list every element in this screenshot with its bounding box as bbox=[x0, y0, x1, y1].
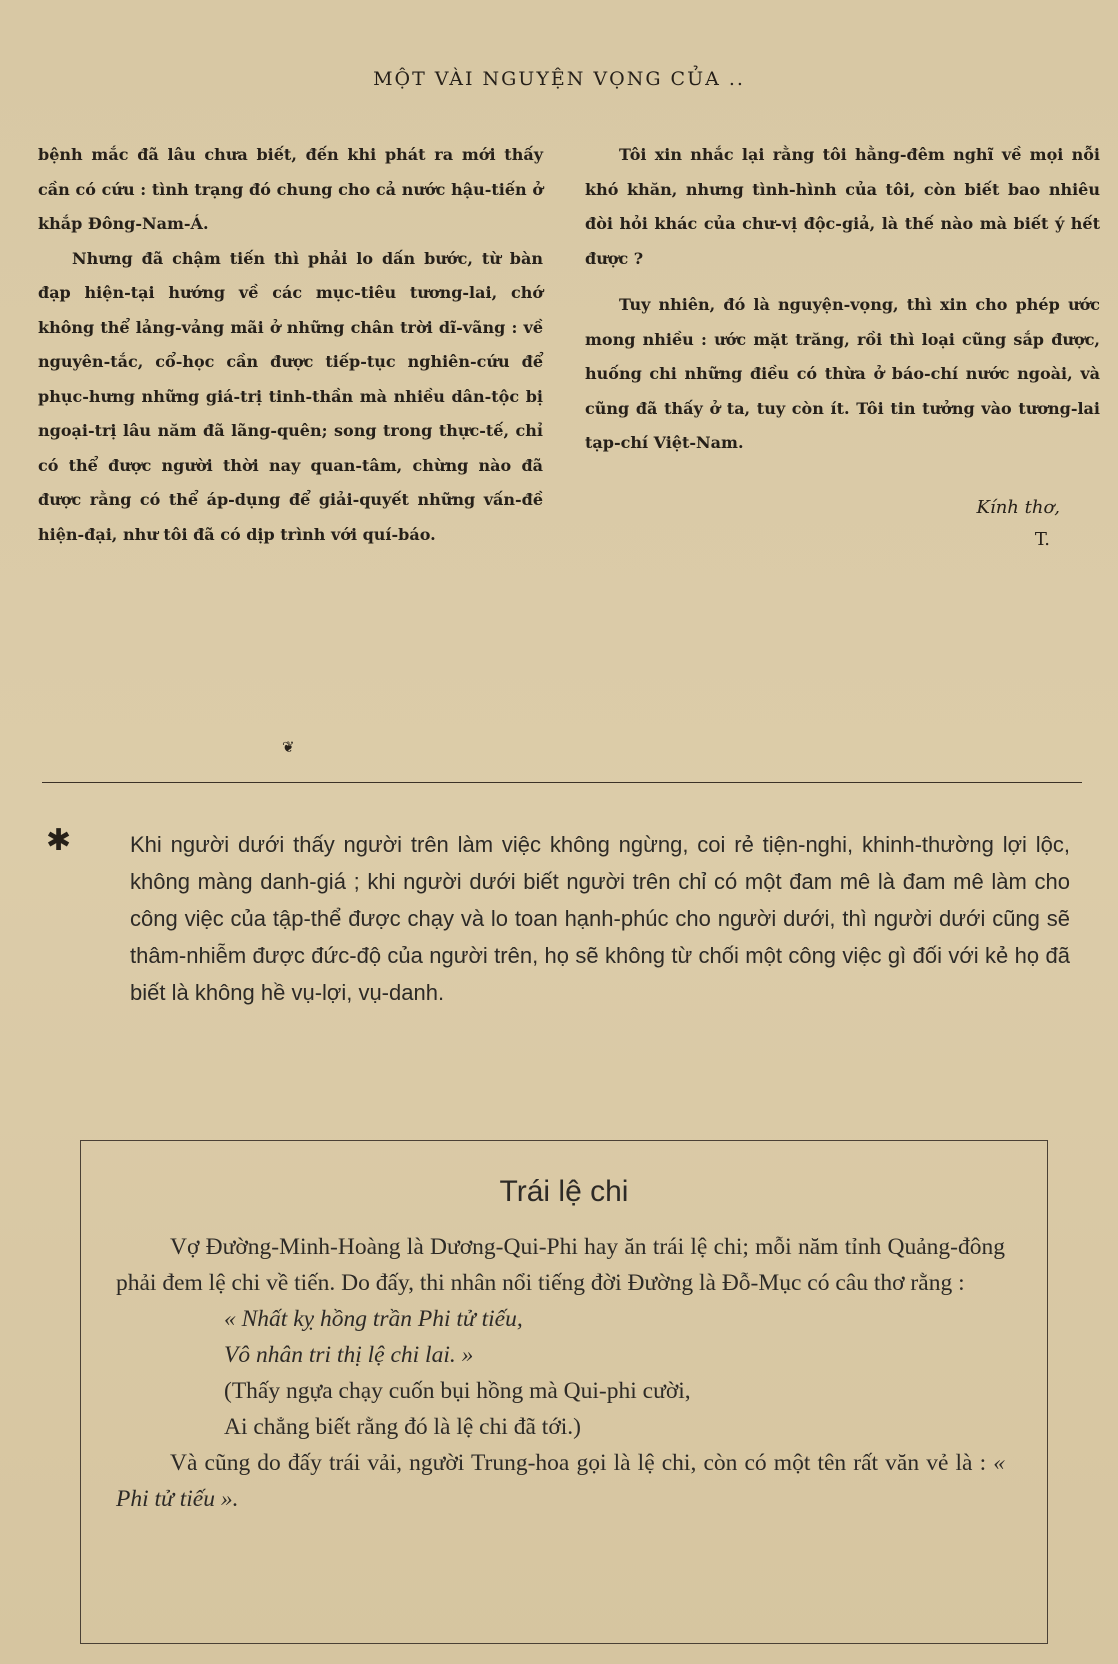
signature: T. bbox=[1034, 529, 1050, 550]
boxed-article bbox=[80, 1140, 1048, 1644]
closing-salutation: Kính thơ, bbox=[976, 496, 1060, 518]
star-icon: ✱ bbox=[46, 823, 72, 858]
verse-line-3: (Thấy ngựa chạy cuốn bụi hồng mà Qui-phi cười, bbox=[224, 1378, 691, 1404]
right-paragraph-1: Tôi xin nhắc lại rằng tôi hằng-đêm nghĩ về mọi nỗi khó khăn, nhưng tình-hình của tôi, còn biết bao nhiêu đòi hỏi khác của chư-vị độc-giả, là thế nào mà biết ý hết được ? bbox=[585, 145, 1100, 268]
left-paragraph-2: Nhưng đã chậm tiến thì phải lo dấn bước, từ bàn đạp hiện-tại hướng về các mục-tiêu tương-lai, chớ không thể lảng-vảng mãi ở những chân trời dĩ-vãng : về nguyên-tắc, cổ-học cần được tiếp-tục nghiên-cứu để phục-hưng những giá-trị tinh-thần mà nhiều dân-tộc bị ngoại-trị lâu năm đã lãng-quên; song trong thực-tế, chỉ có thể được người thời nay quan-tâm, chừng nào đã được rằng có thể áp-dụng để giải-quyết những vấn-đề hiện-đại, như tôi đã có dịp trình với quí-báo. bbox=[38, 248, 543, 544]
right-paragraph-2: Tuy nhiên, đó là nguyện-vọng, thì xin cho phép ước mong nhiều : ước mặt trăng, rồi thì loại cũng sắp được, huống chi những điều có thừa ở báo-chí nước ngoài, và cũng đã thấy ở ta, tuy còn ít. Tôi tin tưởng vào tương-lai tạp-chí Việt-Nam. bbox=[585, 295, 1100, 452]
quote-block bbox=[38, 823, 1088, 1011]
right-column bbox=[585, 138, 1100, 555]
boxed-paragraph-2 bbox=[116, 1445, 1005, 1517]
verse-line-1: « Nhất kỵ hồng trần Phi tử tiếu, bbox=[224, 1306, 523, 1332]
boxed-article-title: Trái lệ chi bbox=[499, 1175, 629, 1208]
boxed-article-body bbox=[116, 1229, 1005, 1517]
quote-text: Khi người dưới thấy người trên làm việc không ngừng, coi rẻ tiện-nghi, khinh-thường lợi lộc, không màng danh-giá ; khi người dưới biết người trên chỉ có một đam mê là đam mê làm cho công việc của tập-thể được chạy và lo toan hạnh-phúc cho người dưới, thì người dưới cũng sẽ thâm-nhiễm được đức-độ của người trên, họ sẽ không từ chối một công việc gì đối với kẻ họ đã biết là không hề vụ-lợi, vụ-danh. bbox=[130, 832, 1070, 1005]
boxed-paragraph-1: Vợ Đường-Minh-Hoàng là Dương-Qui-Phi hay ăn trái lệ chi; mỗi năm tỉnh Quảng-đông phải đem lệ chi về tiến. Do đấy, thi nhân nổi tiếng đời Đường là Đỗ-Mục có câu thơ rằng : bbox=[116, 1234, 1005, 1296]
ornament-icon: ❦ bbox=[282, 738, 295, 756]
running-head: MỘT VÀI NGUYỆN VỌNG CỦA .. bbox=[373, 68, 745, 90]
boxed-paragraph-2-italic: « Phi tử tiếu ». bbox=[116, 1450, 1005, 1512]
left-column bbox=[38, 138, 543, 552]
verse-line-4: Ai chẳng biết rằng đó là lệ chi đã tới.) bbox=[224, 1414, 581, 1440]
verse-line-2: Vô nhân tri thị lệ chi lai. » bbox=[224, 1342, 474, 1368]
section-divider bbox=[42, 782, 1082, 783]
left-paragraph-1: bệnh mắc đã lâu chưa biết, đến khi phát ra mới thấy cần có cứu : tình trạng đó chung cho cả nước hậu-tiến ở khắp Đông-Nam-Á. bbox=[38, 145, 543, 233]
boxed-paragraph-2-text: Và cũng do đấy trái vải, người Trung-hoa gọi là lệ chi, còn có một tên rất văn vẻ là : bbox=[170, 1450, 994, 1476]
